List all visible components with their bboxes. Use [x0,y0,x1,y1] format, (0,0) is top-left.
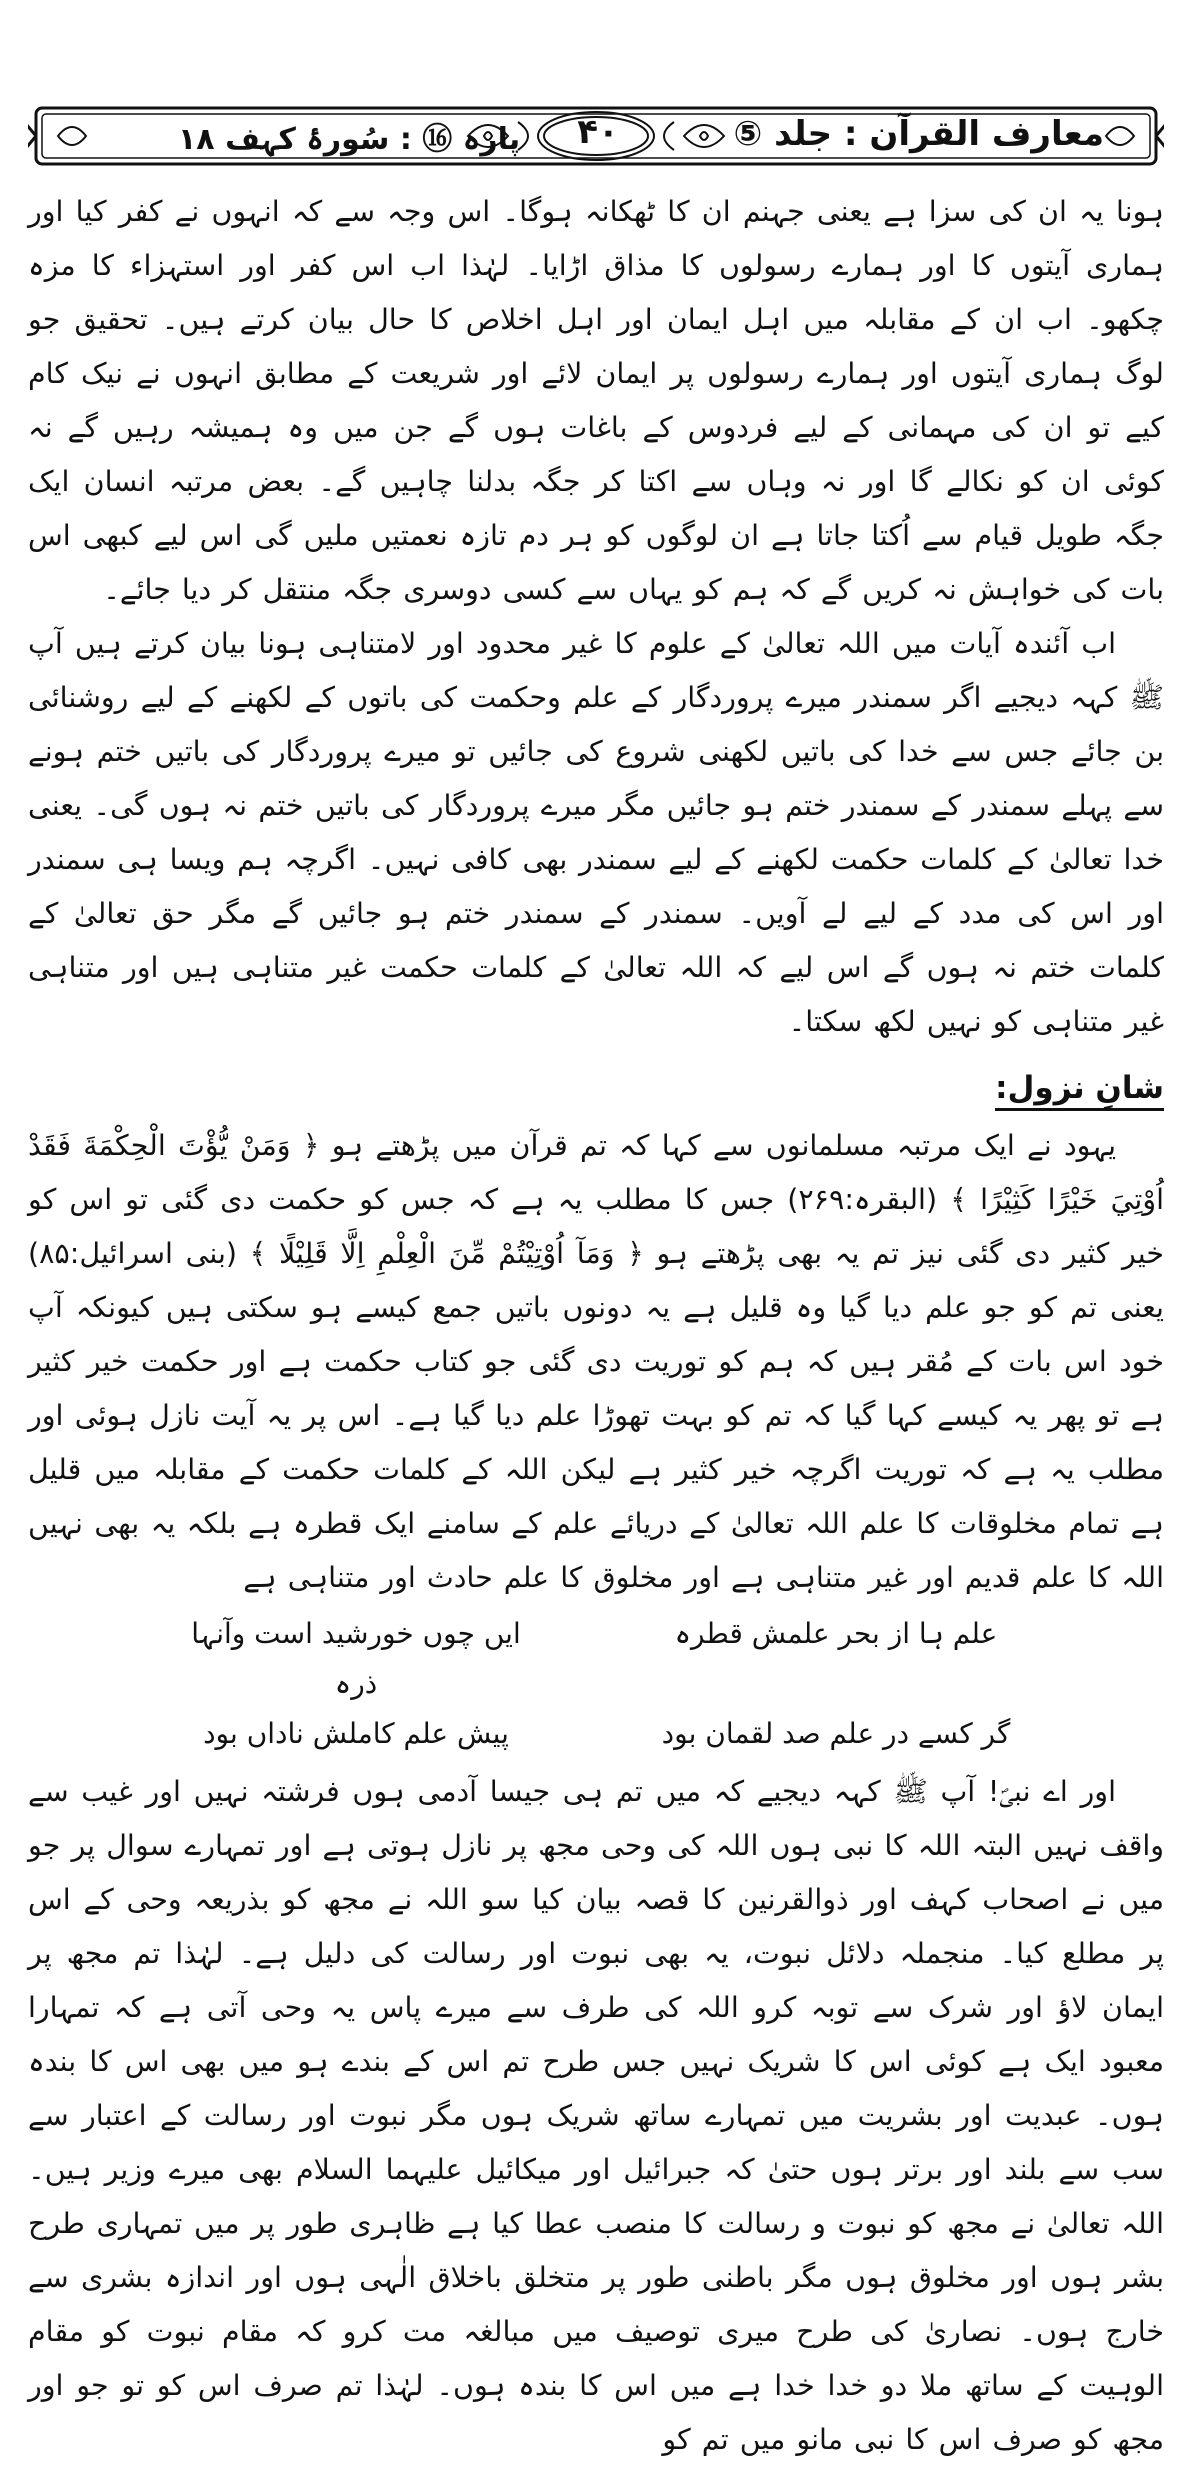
verse-hemistich: گر کسے در علم صد لقمان بود [661,1717,1011,1750]
paragraph: ہونا یہ ان کی سزا ہے یعنی جہنم ان کا ٹھکانہ ہوگا۔ اس وجہ سے کہ انہوں نے کفر کیا اور ہماری آیتوں کا اور ہمارے رسولوں کا مذاق اڑایا۔ لہٰذا اب اس کفر اور استہزاء کا مزہ چکھو۔ اب ان کے مقابلہ میں اہل ایمان اور اہل اخلاص کا حال بیان کرتے ہیں۔ تحقیق جو لوگ ہماری آیتوں اور ہمارے رسولوں پر ایمان لائے اور شریعت کے مطابق انہوں نے نیک کام کیے تو ان کی مہمانی کے لیے فردوس کے باغات ہوں گے جن میں وہ ہمیشہ رہیں گے نہ کوئی ان کو نکالے گا اور نہ وہاں سے اکتا کر جگہ بدلنا چاہیں گے۔ بعض مرتبہ انسان ایک جگہ طویل قیام سے اُکتا جاتا ہے ان لوگوں کو ہر دم تازہ نعمتیں ملیں گی اس لیے کبھی اس بات کی خواہش نہ کریں گے کہ ہم کو یہاں سے کسی دوسری جگہ منتقل کر دیا جائے۔ [28,195,1164,606]
paragraph: اب آئندہ آیات میں اللہ تعالیٰ کے علوم کا غیر محدود اور لامتناہی ہونا بیان کرتے ہیں آپ ﷺ کہہ دیجیے اگر سمندر میرے پروردگار کے علم وحکمت کی باتوں کے لکھنے کے لیے روشنائی بن جائے جس سے خدا کی باتیں لکھنی شروع کی جائیں تو میرے پروردگار کی باتیں ختم ہونے سے پہلے سمندر کے سمندر ختم ہو جائیں مگر میرے پروردگار کی باتیں ختم نہ ہوں گی۔ یعنی خدا تعالیٰ کے کلمات حکمت لکھنے کے لیے سمندر بھی کافی نہیں۔ اگرچہ ہم ویسا ہی سمندر اور اس کی مدد کے لیے لے آویں۔ سمندر کے سمندر ختم ہو جائیں گے مگر حق تعالیٰ کے کلمات ختم نہ ہوں گے اس لیے کہ اللہ تعالیٰ کے کلمات حکمت غیر متناہی ہیں اور متناہی غیر متناہی کو نہیں لکھ سکتا۔ [28,627,1164,1038]
verse-row [28,1609,1164,1709]
paragraph: اور اے نبیؐ! آپ ﷺ کہہ دیجیے کہ میں تم ہی جیسا آدمی ہوں فرشتہ نہیں اور غیب سے واقف نہیں البتہ اللہ کا نبی ہوں اللہ کی وحی مجھ پر نازل ہوتی ہے اور تمہارے سوال پر جو میں نے اصحاب کہف اور ذوالقرنین کا قصہ بیان کیا سو اللہ نے مجھ کو بذریعہ وحی کے اس پر مطلع کیا۔ منجملہ دلائل نبوت، یہ بھی نبوت اور رسالت کی دلیل ہے۔ لہٰذا تم مجھ پر ایمان لاؤ اور شرک سے توبہ کرو اللہ کی طرف سے میرے پاس یہ وحی آتی ہے کہ تمہارا معبود ایک ہے کوئی اس کا شریک نہیں جس طرح تم اس کے بندے ہو میں بھی اس کا بندہ ہوں۔ عبدیت اور بشریت میں تمہارے ساتھ شریک ہوں مگر نبوت اور رسالت کے اعتبار سے سب سے بلند اور برتر ہوں حتیٰ کہ جبرائیل اور میکائیل علیہما السلام بھی میرے وزیر ہیں۔ اللہ تعالیٰ نے مجھ کو نبوت و رسالت کا منصب عطا کیا ہے ظاہری طور پر میں تمہاری طرح بشر ہوں اور مخلوق ہوں مگر باطنی طور پر متخلق باخلاق الٰہی ہوں اور اندازہ بشری سے خارج ہوں۔ نصاریٰ کی طرح میری توصیف میں مبالغہ مت کرو کہ مقام نبوت کو مقام الوہیت کے ساتھ ملا دو خدا خدا ہے میں اس کا بندہ ہوں۔ لہٰذا تم صرف اس کو تو جو اور مجھ کو صرف اس کا نبی مانو میں تم کو [28,1775,1164,2456]
verse-hemistich: پیش علم کاملش ناداں بود [203,1717,509,1750]
section-heading-text: شانِ نزول: [995,1070,1164,1111]
para-surah-label: پارہ ⑯ : سُورۂ کہف ۱۸ [178,122,521,157]
verse-row [28,1709,1164,1759]
page-number: ۴۰ [577,112,619,152]
page-body [28,185,1164,2467]
persian-verses [28,1609,1164,1759]
page-header [28,100,1164,172]
section-heading [28,1063,1164,1113]
paragraph: یہود نے ایک مرتبہ مسلمانوں سے کہا کہ تم قرآن میں پڑھتے ہو ﴿ وَمَنْ يُّؤْتَ الْحِكْمَةَ فَقَدْ اُوْتِيَ خَيْرًا كَثِيْرًا ﴾ (البقرہ:۲۶۹) جس کا مطلب یہ ہے کہ جس کو حکمت دی گئی تو اس کو خیر کثیر دی گئی نیز تم یہ بھی پڑھتے ہو ﴿ وَمَآ اُوْتِيْتُمْ مِّنَ الْعِلْمِ اِلَّا قَلِيْلًا ﴾ (بنی اسرائیل:۸۵) یعنی تم کو جو علم دیا گیا وہ قلیل ہے یہ دونوں باتیں جمع کیسے ہو سکتی ہیں کیونکہ آپ خود اس بات کے مُقر ہیں کہ ہم کو توریت دی گئی جو کتاب حکمت ہے اور حکمت خیر کثیر ہے تو پھر یہ کیسے کہا گیا کہ تم کو بہت تھوڑا علم دیا گیا ہے۔ اس پر یہ آیت نازل ہوئی اور مطلب یہ ہے کہ توریت اگرچہ خیر کثیر ہے لیکن اللہ کے کلمات حکمت کے مقابلہ میں قلیل ہے تمام مخلوقات کا علم اللہ تعالیٰ کے دریائے علم کے سامنے ایک قطرہ ہے بلکہ یہ بھی نہیں اللہ کا علم قدیم اور غیر متناہی ہے اور مخلوق کا علم حادث اور متناہی ہے [28,1129,1165,1594]
verse-hemistich: علم ہا از بحر علمش قطرہ [674,1617,998,1650]
book-title: معارف القرآن : جلد ⑤ [733,114,1104,154]
verse-hemistich: ایں چوں خورشید است وآنہا ذرہ [191,1617,521,1700]
